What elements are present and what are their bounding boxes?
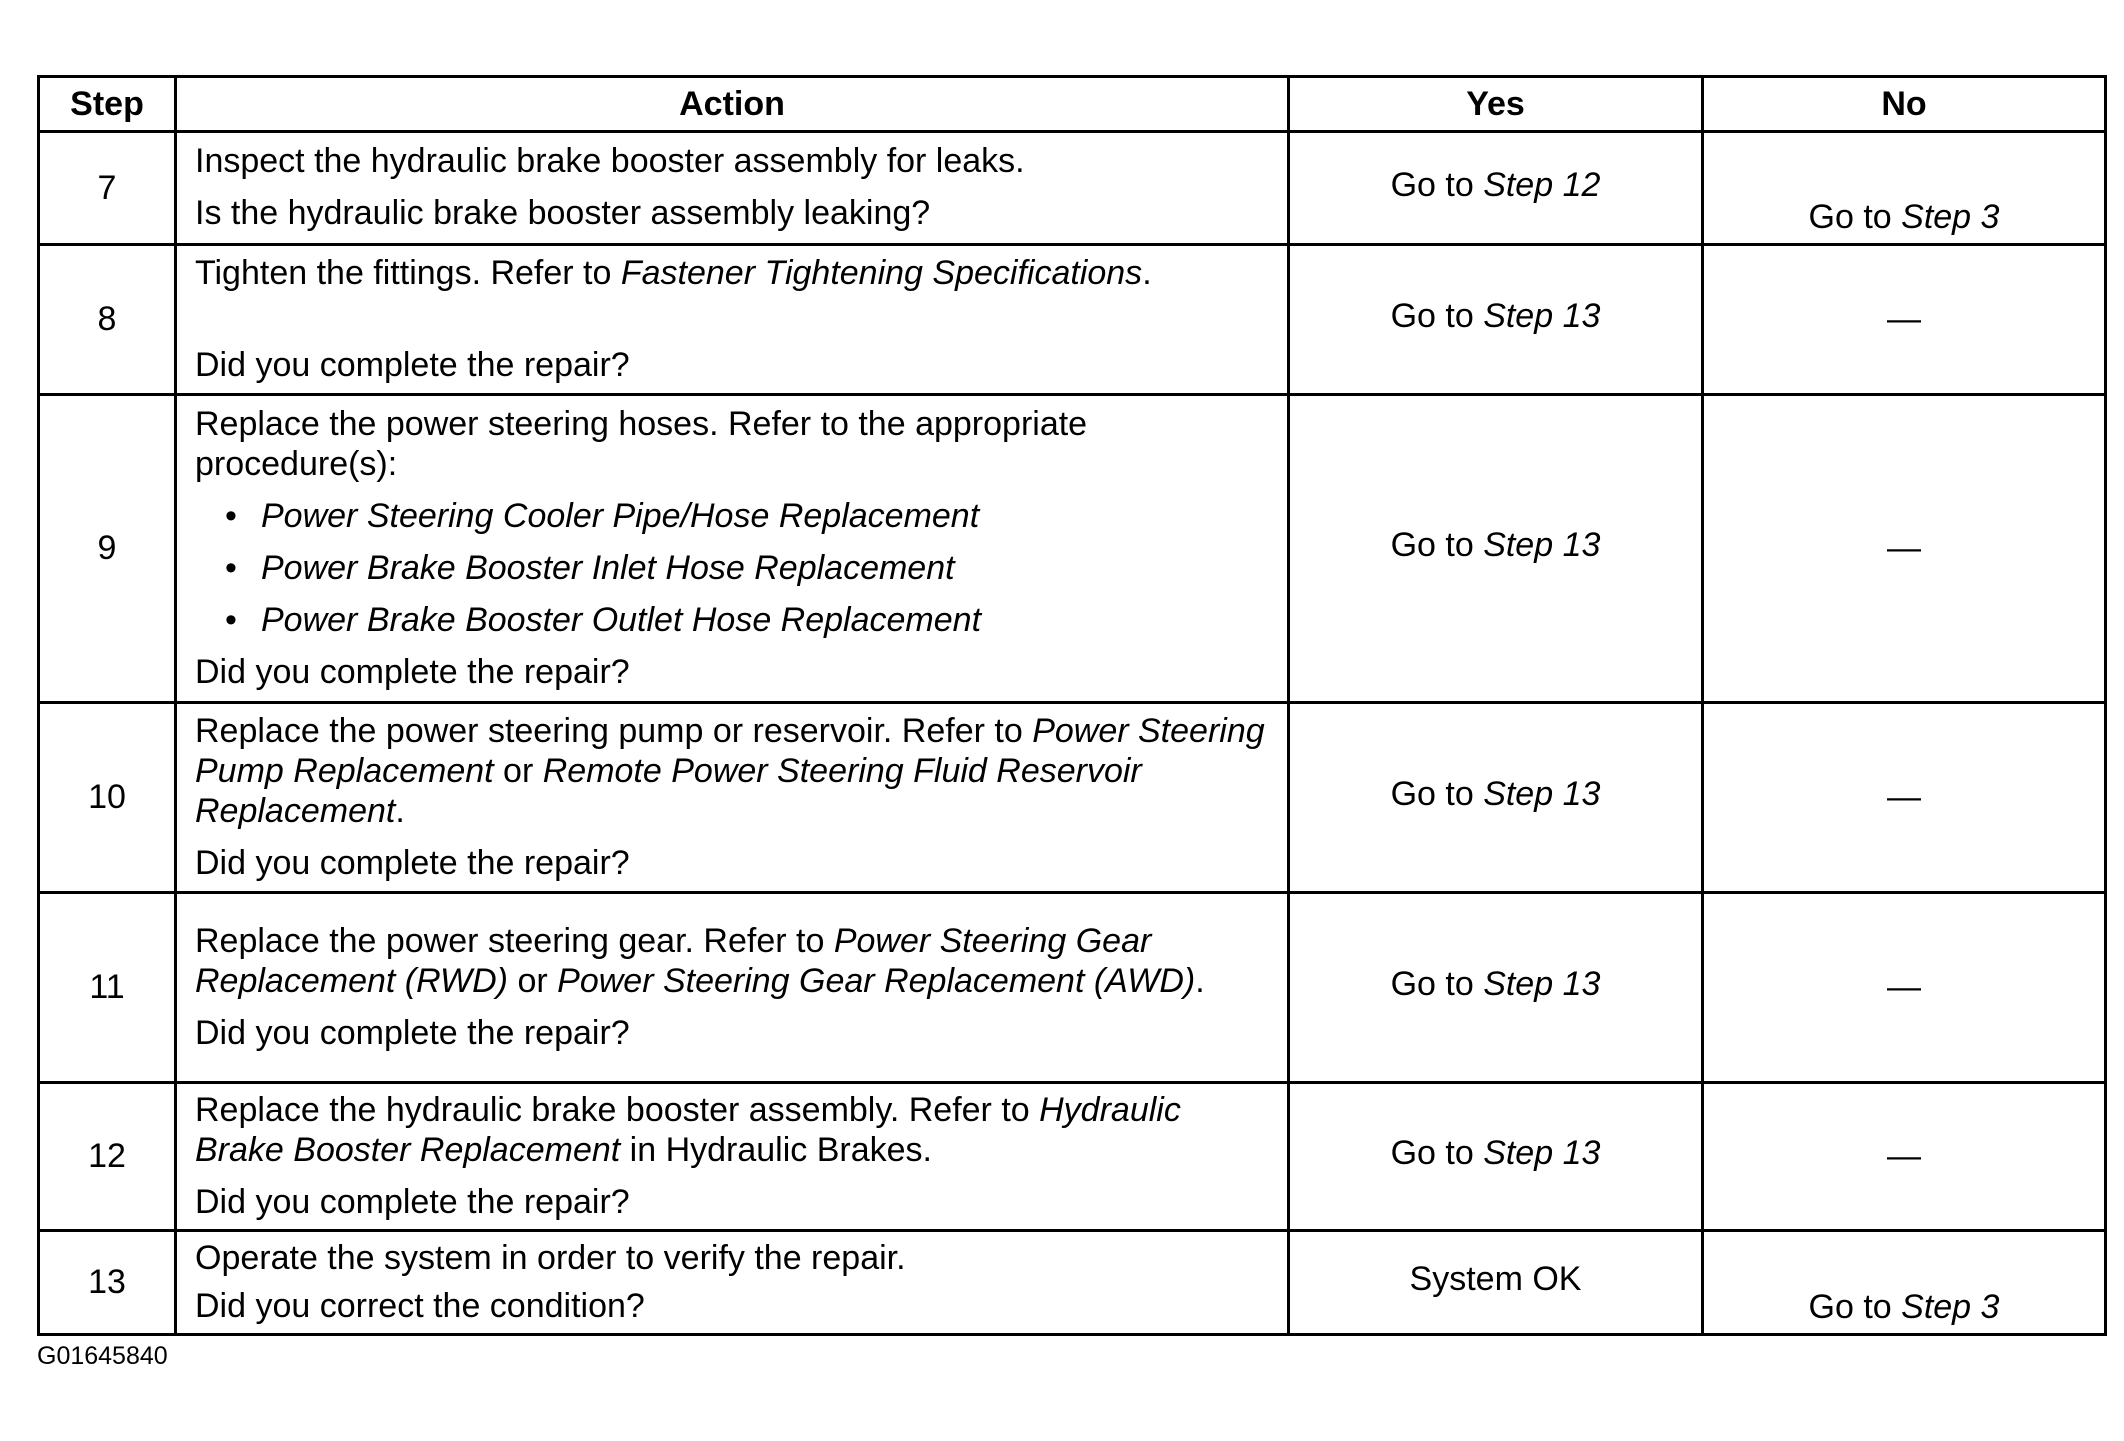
action-question: Is the hydraulic brake booster assembly leaking? (195, 194, 931, 232)
header-action: Action (176, 77, 1289, 132)
yes-step-link[interactable]: Step 12 (1483, 165, 1601, 204)
header-yes: Yes (1289, 77, 1703, 132)
action-text-block (195, 921, 1273, 1001)
list-item (225, 548, 1273, 588)
action-reference-link-1[interactable]: Power Steering Pump Replacement (195, 711, 1265, 790)
yes-cell (1289, 132, 1703, 245)
table-row (39, 1083, 2106, 1231)
action-cell (176, 703, 1289, 893)
table-row (39, 893, 2106, 1083)
yes-prefix: Go to (1390, 165, 1484, 204)
yes-step-link[interactable]: Step 13 (1483, 1134, 1601, 1172)
no-cell: — (1703, 703, 2106, 893)
action-reference-link[interactable]: Hydraulic Brake Booster Replacement (195, 1090, 1181, 1169)
action-cell (176, 245, 1289, 395)
action-text: Operate the system in order to verify the repair. (195, 1238, 906, 1277)
yes-cell (1289, 245, 1703, 395)
yes-step-link[interactable]: Step 13 (1483, 297, 1601, 335)
bullet-icon: • (225, 600, 237, 639)
action-text-end: . (1142, 253, 1152, 292)
action-question: Did you correct the condition? (195, 1286, 645, 1325)
action-text: Replace the hydraulic brake booster assembly. Refer to (195, 1090, 1040, 1129)
procedure-link[interactable]: Power Steering Cooler Pipe/Hose Replacement (261, 496, 980, 535)
table-row (39, 395, 2106, 703)
action-cell (176, 132, 1289, 245)
no-prefix: Go to (1808, 198, 1902, 236)
action-cell (176, 395, 1289, 703)
no-cell (1703, 132, 2106, 245)
diagnostic-table (37, 75, 2107, 1336)
action-reference-link[interactable]: Fastener Tightening Specifications (620, 253, 1143, 292)
list-item (225, 496, 1273, 536)
figure-id: G01645840 (37, 1342, 168, 1370)
action-text-block (195, 253, 1273, 293)
action-question: Did you complete the repair? (195, 843, 630, 882)
yes-prefix: Go to (1390, 297, 1484, 335)
action-text-mid: or (508, 961, 558, 1000)
action-question: Did you complete the repair? (195, 345, 630, 384)
yes-step-link[interactable]: Step 13 (1483, 526, 1601, 564)
header-no: No (1703, 77, 2106, 132)
table-row (39, 132, 2106, 245)
yes-step-link[interactable]: Step 13 (1483, 965, 1601, 1003)
procedure-link[interactable]: Power Brake Booster Inlet Hose Replacement (261, 548, 955, 587)
action-question: Did you complete the repair? (195, 1013, 630, 1052)
bullet-icon: • (225, 496, 237, 535)
yes-step-link[interactable]: Step 13 (1483, 775, 1601, 813)
action-question: Did you complete the repair? (195, 1182, 630, 1221)
table-row (39, 703, 2106, 893)
action-text-block (195, 1090, 1273, 1170)
yes-prefix: Go to (1390, 775, 1484, 813)
procedure-list (195, 496, 1273, 640)
no-step-link[interactable]: Step 3 (1901, 198, 2000, 236)
no-prefix: Go to (1808, 1288, 1902, 1326)
action-text: Replace the power steering gear. Refer to (195, 921, 834, 960)
no-cell: — (1703, 893, 2106, 1083)
action-text-mid: or (493, 751, 543, 790)
step-number: 9 (39, 395, 176, 703)
step-number: 8 (39, 245, 176, 395)
yes-cell: System OK (1289, 1231, 1703, 1335)
no-cell: — (1703, 1083, 2106, 1231)
action-text: Replace the power steering pump or reservoir. Refer to (195, 711, 1033, 750)
bullet-icon: • (225, 548, 237, 587)
action-question: Did you complete the repair? (195, 652, 630, 691)
yes-prefix: Go to (1390, 526, 1484, 564)
action-reference-link-2[interactable]: Remote Power Steering Fluid Reservoir Replacement (195, 751, 1142, 830)
yes-cell (1289, 1083, 1703, 1231)
no-step-link[interactable]: Step 3 (1901, 1288, 2000, 1326)
action-text: Replace the power steering hoses. Refer to the appropriate procedure(s): (195, 404, 1088, 483)
yes-cell (1289, 395, 1703, 703)
action-text-end: in Hydraulic Brakes. (620, 1130, 932, 1169)
yes-cell (1289, 703, 1703, 893)
yes-cell (1289, 893, 1703, 1083)
action-cell (176, 1231, 1289, 1335)
action-text-end: . (395, 791, 405, 830)
header-step: Step (39, 77, 176, 132)
action-text: Tighten the fittings. Refer to (195, 253, 621, 292)
step-number: 10 (39, 703, 176, 893)
diagnostic-table-container (37, 75, 2104, 1336)
list-item (225, 600, 1273, 640)
action-text-end: . (1195, 961, 1205, 1000)
procedure-link[interactable]: Power Brake Booster Outlet Hose Replacement (261, 600, 982, 639)
table-row (39, 245, 2106, 395)
action-reference-link-1[interactable]: Power Steering Gear Replacement (RWD) (195, 921, 1152, 1000)
yes-prefix: Go to (1390, 1134, 1484, 1172)
yes-prefix: Go to (1390, 965, 1484, 1003)
table-row (39, 1231, 2106, 1335)
step-number: 7 (39, 132, 176, 245)
step-number: 12 (39, 1083, 176, 1231)
action-cell (176, 893, 1289, 1083)
no-cell: — (1703, 395, 2106, 703)
step-number: 13 (39, 1231, 176, 1335)
action-reference-link-2[interactable]: Power Steering Gear Replacement (AWD) (557, 961, 1196, 1000)
no-cell: — (1703, 245, 2106, 395)
no-cell (1703, 1231, 2106, 1335)
step-number: 11 (39, 893, 176, 1083)
action-text: Inspect the hydraulic brake booster assembly for leaks. (195, 142, 1025, 180)
action-text-block (195, 711, 1273, 831)
table-header-row (39, 77, 2106, 132)
action-cell (176, 1083, 1289, 1231)
